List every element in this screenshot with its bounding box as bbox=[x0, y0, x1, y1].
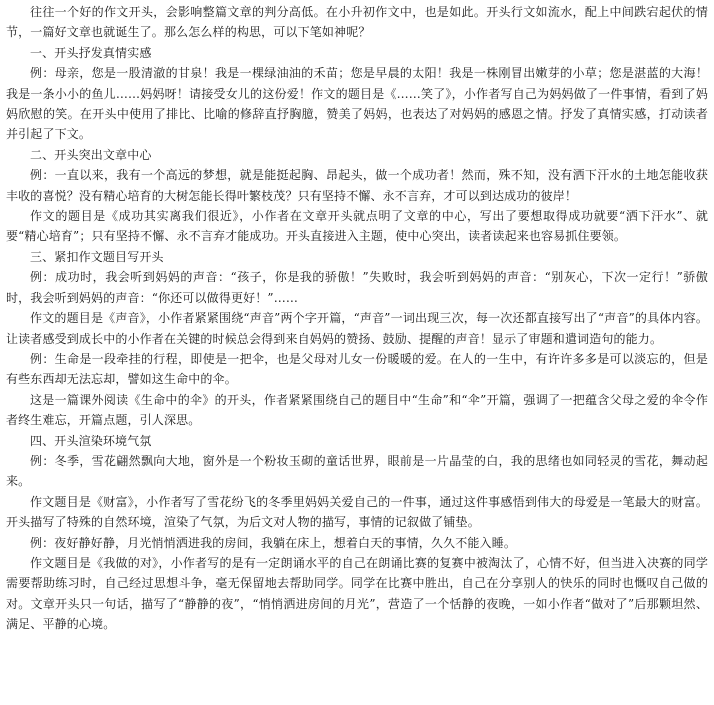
paragraph: 作文题目是《财富》，小作者写了雪花纷飞的冬季里妈妈关爱自己的一件事，通过这件事感悟到伟大的母爱是一笔最大的财富。开头描写了特殊的自然环境，渲染了气氛，为后文对人物的描写，事情的记叙做了铺垫。 bbox=[6, 494, 708, 530]
paragraph: 这是一篇课外阅读《生命中的伞》的开头，作者紧紧围绕自己的题目中“生命”和“伞”开篇，强调了一把蕴含父母之爱的伞令作者终生难忘，开篇点题，引人深思。 bbox=[6, 392, 708, 428]
paragraph: 例：一直以来，我有一个高远的梦想，就是能挺起胸、昂起头，做一个成功者！然而，殊不知，没有洒下汗水的土地怎能收获丰收的喜悦？没有精心培育的大树怎能长得叶繁枝茂？只有坚持不懈、永不言弃，才可以到达成功的彼岸！ bbox=[6, 168, 708, 203]
section-heading-1: 一、开头抒发真情实感 bbox=[30, 45, 152, 60]
paragraph: 例：生命是一段牵挂的行程，即使是一把伞，也是父母对儿女一份暖暖的爱。在人的一生中，有许许多多是可以淡忘的，但是有些东西却无法忘却，譬如这生命中的伞。 bbox=[6, 351, 708, 387]
paragraph: 例：母亲，您是一股清澈的甘泉！我是一棵绿油油的禾苗；您是早晨的太阳！我是一株刚冒出嫩芽的小草；您是湛蓝的大海！我是一条小小的鱼儿……妈妈呀！请接受女儿的这份爱！作文的题目是《……笑了》，小作者写自己为妈妈做了一件事情，看到了妈妈欣慰的笑。在开头中使用了排比、比喻的修辞直抒胸臆，赞美了妈妈，也表达了对妈妈的感恩之情。抒发了真情实感，打动读者并引起了下文。 bbox=[6, 66, 708, 142]
section-heading-2: 二、开头突出文章中心 bbox=[30, 147, 152, 162]
section-heading-3: 三、紧扣作文题目写开头 bbox=[30, 249, 164, 264]
paragraph: 作文的题目是《成功其实离我们很近》，小作者在文章开头就点明了文章的中心，写出了要想取得成功就要“洒下汗水”、就要“精心培育”；只有坚持不懈、永不言弃才能成功。开头直接进入主题，使中心突出，读者读起来也容易抓住要领。 bbox=[6, 209, 708, 244]
paragraph: 作文的题目是《声音》，小作者紧紧围绕“声音”两个字开篇，“声音”一词出现三次，每一次还都直接写出了“声音”的具体内容。让读者感受到成长中的小作者在关键的时候总会得到来自妈妈的赞扬、鼓励、提醒的声音！显示了审题和遣词造句的能力。 bbox=[6, 311, 708, 346]
intro-paragraph: 往往一个好的作文开头，会影响整篇文章的判分高低。在小升初作文中，也是如此。开头行文如流水，配上中间跌宕起伏的情节，一篇好文章也就诞生了。那么怎么样的构思，可以下笔如神呢？ bbox=[6, 5, 708, 40]
paragraph: 作文题目是《我做的对》，小作者写的是有一定朗诵水平的自己在朗诵比赛的复赛中被淘汰了，心情不好，但当进入决赛的同学需要帮助练习时，自己经过思想斗争，毫无保留地去帮助同学。同学在比赛中胜出，自己在分享别人的快乐的同时也慨叹自己做的对。文章开头只一句话，描写了“静静的夜”，“悄悄洒进房间的月光”，营造了一个恬静的夜晚，一如小作者“做对了”后那颗坦然、满足、平静的心境。 bbox=[6, 555, 708, 632]
paragraph: 例：冬季，雪花翩然飘向大地，窗外是一个粉妆玉砌的童话世界，眼前是一片晶莹的白，我的思绪也如同轻灵的雪花，舞动起来。 bbox=[6, 453, 708, 489]
section-heading-4: 四、开头渲染环境气氛 bbox=[30, 433, 152, 448]
paragraph: 例：成功时，我会听到妈妈的声音：“孩子，你是我的骄傲！”失败时，我会听到妈妈的声音：“别灰心，下次一定行！”骄傲时，我会听到妈妈的声音：“你还可以做得更好！”…… bbox=[6, 270, 708, 305]
paragraph: 例：夜好静好静，月光悄悄洒进我的房间，我躺在床上，想着白天的事情，久久不能入睡。 bbox=[30, 535, 517, 550]
